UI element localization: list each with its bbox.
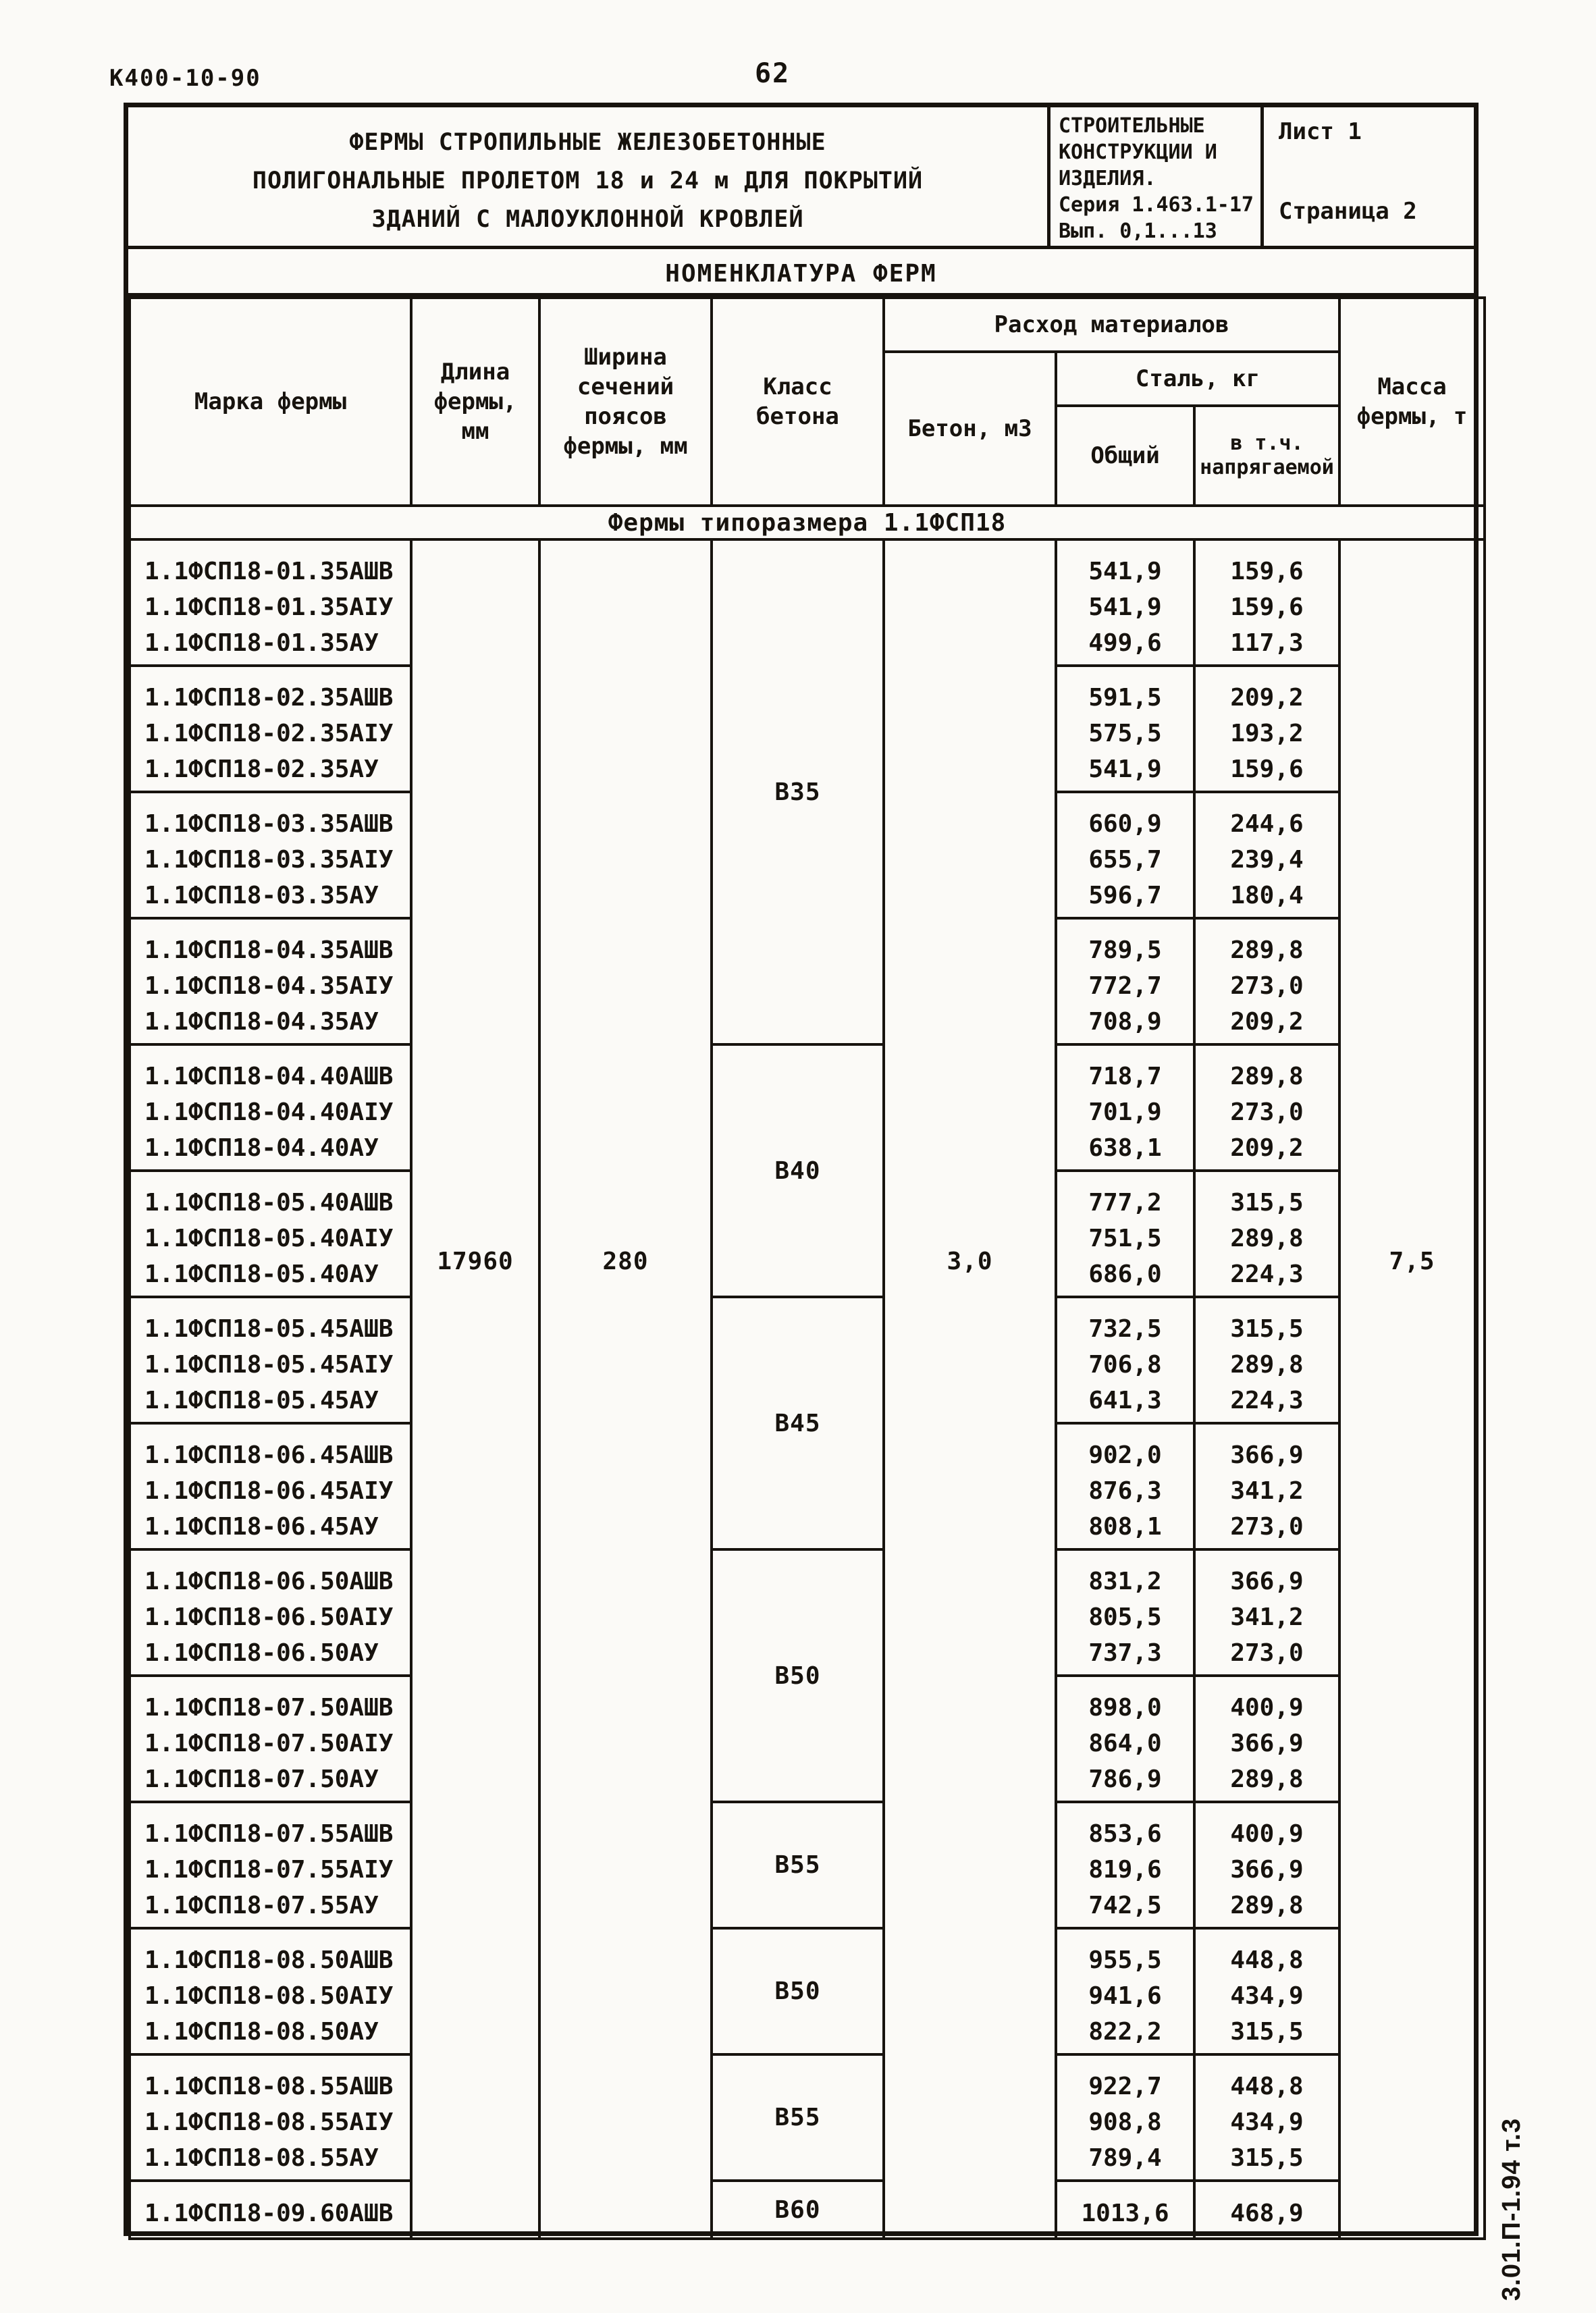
steel-prestressed-cell: [1194, 792, 1339, 918]
steel-prestressed-cell: [1194, 918, 1339, 1044]
col-header-width: Ширина сечений поясов фермы, мм: [539, 298, 712, 506]
steel-total-value: 718,7: [1088, 1063, 1162, 1090]
truss-mark: 1.1ФСП18-01.35АУ: [144, 629, 379, 657]
steel-total-cell: [1056, 1297, 1194, 1423]
steel-total-value: 701,9: [1088, 1098, 1162, 1126]
truss-mark-cell: [130, 2181, 411, 2239]
steel-prestressed-value: 289,8: [1230, 936, 1304, 964]
steel-total-value: 541,9: [1088, 558, 1162, 585]
truss-mark-cell: [130, 1928, 411, 2054]
steel-prestressed-value: 434,9: [1230, 1982, 1304, 2010]
steel-prestressed-value: 366,9: [1230, 1856, 1304, 1884]
table-row: [130, 539, 1485, 666]
steel-total-value: 1013,6: [1081, 2199, 1169, 2227]
page-label: Страница 2: [1279, 198, 1417, 225]
steel-prestressed-cell: [1194, 539, 1339, 666]
truss-mark: 1.1ФСП18-01.35АIУ: [144, 593, 394, 621]
steel-prestressed-cell: [1194, 666, 1339, 792]
steel-total-value: 786,9: [1088, 1765, 1162, 1793]
steel-prestressed-value: 224,3: [1230, 1260, 1304, 1288]
table-row: [130, 1297, 1485, 1423]
steel-prestressed-cell: [1194, 1171, 1339, 1297]
steel-prestressed-value: 209,2: [1230, 1008, 1304, 1036]
concrete-class-cell: В50: [712, 1928, 884, 2054]
steel-total-value: 955,5: [1088, 1946, 1162, 1974]
steel-prestressed-cell: [1194, 1676, 1339, 1802]
steel-prestressed-cell: [1194, 2054, 1339, 2181]
steel-prestressed-value: 434,9: [1230, 2108, 1304, 2136]
steel-prestressed-value: 289,8: [1230, 1351, 1304, 1379]
truss-mark: 1.1ФСП18-08.50АУ: [144, 2018, 379, 2046]
steel-prestressed-value: 315,5: [1230, 1315, 1304, 1343]
steel-total-value: 822,2: [1088, 2018, 1162, 2046]
steel-total-value: 805,5: [1088, 1603, 1162, 1631]
steel-prestressed-value: 273,0: [1230, 1098, 1304, 1126]
steel-total-value: 864,0: [1088, 1730, 1162, 1757]
truss-mark: 1.1ФСП18-05.40АШВ: [144, 1189, 394, 1217]
truss-mark: 1.1ФСП18-02.35АУ: [144, 755, 379, 783]
steel-total-value: 751,5: [1088, 1225, 1162, 1252]
steel-total-value: 819,6: [1088, 1856, 1162, 1884]
steel-prestressed-value: 239,4: [1230, 846, 1304, 874]
steel-prestressed-value: 289,8: [1230, 1225, 1304, 1252]
steel-prestressed-value: 273,0: [1230, 1639, 1304, 1667]
truss-mark: 1.1ФСП18-03.35АIУ: [144, 846, 394, 874]
truss-mark-cell: [130, 1044, 411, 1171]
truss-width-value: 280: [539, 539, 712, 2239]
steel-total-value: 789,5: [1088, 936, 1162, 964]
steel-prestressed-value: 159,6: [1230, 755, 1304, 783]
truss-mark: 1.1ФСП18-05.45АIУ: [144, 1351, 394, 1379]
concrete-class-cell: В40: [712, 1044, 884, 1297]
truss-mark: 1.1ФСП18-03.35АШВ: [144, 810, 394, 838]
steel-total-value: 686,0: [1088, 1260, 1162, 1288]
steel-total-value: 706,8: [1088, 1351, 1162, 1379]
header-band: [128, 107, 1474, 249]
steel-total-cell: [1056, 792, 1194, 918]
truss-mark-cell: [130, 792, 411, 918]
steel-total-value: 499,6: [1088, 629, 1162, 657]
steel-prestressed-value: 209,2: [1230, 684, 1304, 712]
steel-prestressed-cell: [1194, 1928, 1339, 2054]
col-header-length: Длина фермы, мм: [411, 298, 539, 506]
truss-mark: 1.1ФСП18-08.55АУ: [144, 2144, 379, 2172]
truss-mark: 1.1ФСП18-05.45АШВ: [144, 1315, 394, 1343]
truss-mark: 1.1ФСП18-05.40АУ: [144, 1260, 379, 1288]
steel-total-value: 853,6: [1088, 1820, 1162, 1848]
truss-mark: 1.1ФСП18-06.45АУ: [144, 1513, 379, 1541]
steel-total-value: 922,7: [1088, 2073, 1162, 2100]
concrete-class-cell: В45: [712, 1297, 884, 1549]
steel-total-cell: [1056, 2054, 1194, 2181]
truss-mark-cell: [130, 1423, 411, 1549]
truss-mark-cell: [130, 539, 411, 666]
steel-total-value: 596,7: [1088, 882, 1162, 909]
truss-mass-value: 7,5: [1339, 539, 1485, 2239]
steel-total-value: 575,5: [1088, 720, 1162, 747]
truss-mark: 1.1ФСП18-07.55АУ: [144, 1892, 379, 1919]
sheet-label: Лист 1: [1279, 118, 1362, 145]
steel-total-cell: [1056, 1928, 1194, 2054]
steel-prestressed-cell: [1194, 1802, 1339, 1928]
steel-total-value: 541,9: [1088, 755, 1162, 783]
sheet-frame: [124, 103, 1479, 2236]
steel-total-value: 591,5: [1088, 684, 1162, 712]
truss-mark: 1.1ФСП18-06.50АШВ: [144, 1568, 394, 1595]
truss-mark: 1.1ФСП18-06.45АШВ: [144, 1441, 394, 1469]
truss-mark: 1.1ФСП18-04.35АУ: [144, 1008, 379, 1036]
steel-prestressed-cell: [1194, 2181, 1339, 2239]
steel-total-cell: [1056, 666, 1194, 792]
steel-prestressed-value: 341,2: [1230, 1477, 1304, 1505]
truss-mark: 1.1ФСП18-07.55АIУ: [144, 1856, 394, 1884]
series-issue: Вып. 0,1...13: [1059, 219, 1217, 243]
truss-mark-cell: [130, 918, 411, 1044]
truss-mark: 1.1ФСП18-06.50АУ: [144, 1639, 379, 1667]
truss-mark-cell: [130, 2054, 411, 2181]
steel-total-value: 876,3: [1088, 1477, 1162, 1505]
concrete-class-cell: В55: [712, 2054, 884, 2181]
table-row: [130, 1549, 1485, 1676]
series-number: Серия 1.463.1-17: [1059, 193, 1254, 217]
col-header-steel-prestressed: в т.ч. напрягаемой: [1194, 406, 1339, 506]
doc-code: К400-10-90: [109, 65, 261, 92]
truss-mark: 1.1ФСП18-07.50АШВ: [144, 1694, 394, 1722]
truss-mark: 1.1ФСП18-06.45АIУ: [144, 1477, 394, 1505]
steel-prestressed-value: 244,6: [1230, 810, 1304, 838]
document-title-line: ЗДАНИЙ С МАЛОУКЛОННОЙ КРОВЛЕЙ: [371, 206, 804, 233]
steel-total-value: 908,8: [1088, 2108, 1162, 2136]
col-header-mass: Масса фермы, т: [1339, 298, 1485, 506]
truss-mark: 1.1ФСП18-04.40АУ: [144, 1134, 379, 1162]
edition-code-vertical: 3.01.П-1.94 т.3: [1497, 2118, 1526, 2301]
steel-total-value: 772,7: [1088, 972, 1162, 1000]
concrete-class-cell: В35: [712, 539, 884, 1044]
truss-mark: 1.1ФСП18-07.50АIУ: [144, 1730, 394, 1757]
steel-prestressed-value: 159,6: [1230, 558, 1304, 585]
steel-prestressed-value: 366,9: [1230, 1730, 1304, 1757]
table-row: [130, 1044, 1485, 1171]
truss-mark: 1.1ФСП18-04.40АШВ: [144, 1063, 394, 1090]
truss-mark: 1.1ФСП18-02.35АШВ: [144, 684, 394, 712]
steel-total-value: 641,3: [1088, 1387, 1162, 1414]
document-title-line: ПОЛИГОНАЛЬНЫЕ ПРОЛЕТОМ 18 и 24 м ДЛЯ ПОКРЫТИЙ: [252, 167, 924, 194]
steel-prestressed-value: 159,6: [1230, 593, 1304, 621]
steel-prestressed-value: 193,2: [1230, 720, 1304, 747]
steel-prestressed-value: 224,3: [1230, 1387, 1304, 1414]
steel-total-cell: [1056, 918, 1194, 1044]
steel-total-value: 708,9: [1088, 1008, 1162, 1036]
steel-prestressed-cell: [1194, 1549, 1339, 1676]
nomenclature-table: [128, 296, 1486, 2240]
steel-prestressed-value: 448,8: [1230, 1946, 1304, 1974]
truss-mark-cell: [130, 1297, 411, 1423]
truss-mark: 1.1ФСП18-08.55АШВ: [144, 2073, 394, 2100]
truss-mark: 1.1ФСП18-04.35АIУ: [144, 972, 394, 1000]
truss-mark: 1.1ФСП18-07.55АШВ: [144, 1820, 394, 1848]
steel-total-value: 638,1: [1088, 1134, 1162, 1162]
document-title: [128, 107, 1047, 246]
section-title: Фермы типоразмера 1.1ФСП18: [130, 506, 1485, 539]
table-row: [130, 1802, 1485, 1928]
sheet-number-box: [1260, 107, 1474, 246]
col-header-concrete: Бетон, м3: [884, 352, 1056, 506]
steel-total-cell: [1056, 1171, 1194, 1297]
truss-mark-cell: [130, 1802, 411, 1928]
steel-total-value: 831,2: [1088, 1568, 1162, 1595]
series-box: [1047, 107, 1260, 246]
truss-mark: 1.1ФСП18-01.35АШВ: [144, 558, 394, 585]
steel-total-value: 742,5: [1088, 1892, 1162, 1919]
col-header-mark: Марка фермы: [130, 298, 411, 506]
steel-total-value: 660,9: [1088, 810, 1162, 838]
truss-mark: 1.1ФСП18-07.50АУ: [144, 1765, 379, 1793]
steel-prestressed-value: 273,0: [1230, 972, 1304, 1000]
series-line: ИЗДЕЛИЯ.: [1059, 167, 1156, 190]
steel-prestressed-value: 400,9: [1230, 1694, 1304, 1722]
steel-prestressed-value: 400,9: [1230, 1820, 1304, 1848]
truss-mark: 1.1ФСП18-09.60АШВ: [144, 2199, 394, 2227]
steel-prestressed-value: 315,5: [1230, 2144, 1304, 2172]
steel-total-cell: [1056, 1676, 1194, 1802]
steel-total-cell: [1056, 1802, 1194, 1928]
steel-total-value: 737,3: [1088, 1639, 1162, 1667]
steel-total-value: 655,7: [1088, 846, 1162, 874]
truss-mark: 1.1ФСП18-04.35АШВ: [144, 936, 394, 964]
steel-prestressed-value: 117,3: [1230, 629, 1304, 657]
truss-mark: 1.1ФСП18-03.35АУ: [144, 882, 379, 909]
truss-mark-cell: [130, 1171, 411, 1297]
truss-mark: 1.1ФСП18-05.45АУ: [144, 1387, 379, 1414]
steel-prestressed-value: 209,2: [1230, 1134, 1304, 1162]
steel-total-value: 732,5: [1088, 1315, 1162, 1343]
series-line: КОНСТРУКЦИИ И: [1059, 140, 1217, 164]
truss-mark: 1.1ФСП18-02.35АIУ: [144, 720, 394, 747]
steel-prestressed-value: 289,8: [1230, 1765, 1304, 1793]
truss-mark: 1.1ФСП18-08.50АIУ: [144, 1982, 394, 2010]
table-row: [130, 2054, 1485, 2181]
steel-prestressed-cell: [1194, 1044, 1339, 1171]
truss-mark: 1.1ФСП18-04.40АIУ: [144, 1098, 394, 1126]
steel-total-value: 789,4: [1088, 2144, 1162, 2172]
steel-prestressed-value: 289,8: [1230, 1892, 1304, 1919]
truss-mark-cell: [130, 1676, 411, 1802]
concrete-volume-value: 3,0: [884, 539, 1056, 2239]
truss-length-value: 17960: [411, 539, 539, 2239]
col-header-steel-total: Общий: [1056, 406, 1194, 506]
steel-total-value: 541,9: [1088, 593, 1162, 621]
document-title-line: ФЕРМЫ СТРОПИЛЬНЫЕ ЖЕЛЕЗОБЕТОННЫЕ: [349, 129, 826, 156]
steel-prestressed-value: 180,4: [1230, 882, 1304, 909]
steel-prestressed-value: 366,9: [1230, 1441, 1304, 1469]
steel-total-value: 777,2: [1088, 1189, 1162, 1217]
steel-total-cell: [1056, 539, 1194, 666]
steel-prestressed-value: 366,9: [1230, 1568, 1304, 1595]
steel-total-value: 902,0: [1088, 1441, 1162, 1469]
table-row: [130, 1928, 1485, 2054]
steel-total-cell: [1056, 2181, 1194, 2239]
steel-prestressed-cell: [1194, 1423, 1339, 1549]
truss-mark-cell: [130, 666, 411, 792]
truss-mark-cell: [130, 1549, 411, 1676]
steel-prestressed-value: 289,8: [1230, 1063, 1304, 1090]
concrete-class-cell: В50: [712, 1549, 884, 1802]
steel-prestressed-cell: [1194, 1297, 1339, 1423]
steel-total-cell: [1056, 1549, 1194, 1676]
page-number: 62: [755, 58, 791, 89]
steel-prestressed-value: 468,9: [1230, 2199, 1304, 2227]
steel-prestressed-value: 315,5: [1230, 1189, 1304, 1217]
col-header-class: Класс бетона: [712, 298, 884, 506]
col-header-steel: Сталь, кг: [1056, 352, 1339, 406]
concrete-class-cell: В55: [712, 1802, 884, 1928]
steel-total-value: 898,0: [1088, 1694, 1162, 1722]
steel-prestressed-value: 341,2: [1230, 1603, 1304, 1631]
concrete-class-cell: В60: [712, 2181, 884, 2239]
steel-prestressed-value: 315,5: [1230, 2018, 1304, 2046]
steel-total-value: 941,6: [1088, 1982, 1162, 2010]
col-header-materials: Расход материалов: [884, 298, 1339, 352]
truss-mark: 1.1ФСП18-08.55АIУ: [144, 2108, 394, 2136]
truss-mark: 1.1ФСП18-08.50АШВ: [144, 1946, 394, 1974]
truss-mark: 1.1ФСП18-05.40АIУ: [144, 1225, 394, 1252]
steel-total-cell: [1056, 1423, 1194, 1549]
series-line: СТРОИТЕЛЬНЫЕ: [1059, 114, 1205, 138]
steel-total-value: 808,1: [1088, 1513, 1162, 1541]
table-row: [130, 2181, 1485, 2239]
table-title: НОМЕНКЛАТУРА ФЕРМ: [128, 249, 1474, 296]
truss-mark: 1.1ФСП18-06.50АIУ: [144, 1603, 394, 1631]
steel-prestressed-value: 273,0: [1230, 1513, 1304, 1541]
steel-total-cell: [1056, 1044, 1194, 1171]
steel-prestressed-value: 448,8: [1230, 2073, 1304, 2100]
